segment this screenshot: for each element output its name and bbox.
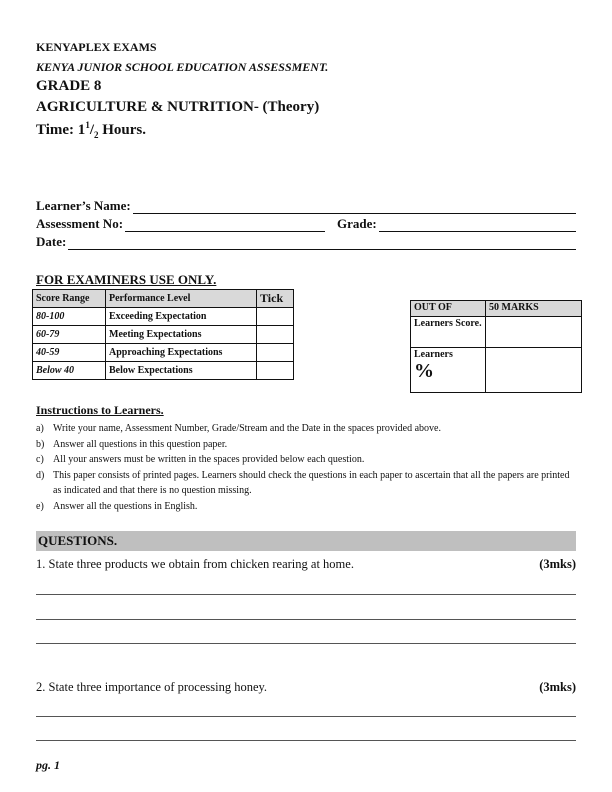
col-performance-level: Performance Level	[106, 290, 257, 308]
learner-name-field[interactable]	[36, 198, 576, 214]
assessment-title: KENYA JUNIOR SCHOOL EDUCATION ASSESSMENT.	[36, 60, 329, 74]
learner-score-label: Learners Score.	[411, 317, 486, 348]
list-letter: c)	[36, 454, 44, 466]
performance-header-row	[33, 290, 294, 308]
tick-cell[interactable]	[257, 326, 294, 344]
grade-line[interactable]	[379, 220, 576, 232]
time-prefix: Time: 1	[36, 122, 86, 138]
time-allowed	[36, 120, 146, 140]
marks-header-row	[411, 301, 582, 317]
page-number: pg. 1	[36, 758, 60, 772]
list-letter: a)	[36, 423, 44, 434]
time-slash: /	[89, 122, 94, 138]
date-label: Date:	[36, 234, 67, 249]
list-item	[36, 499, 576, 515]
assessment-no-line[interactable]	[125, 220, 325, 232]
date-line[interactable]	[68, 238, 576, 250]
question-2	[36, 680, 576, 695]
answer-line[interactable]	[36, 740, 576, 741]
question-text: 2. State three importance of processing honey.	[36, 680, 268, 694]
learner-score-row	[411, 317, 582, 348]
learner-name-label: Learner’s Name:	[36, 198, 131, 213]
performance-level-cell: Meeting Expectations	[106, 326, 257, 344]
list-item	[36, 452, 576, 468]
out-of-label: OUT OF	[411, 301, 486, 317]
list-item	[36, 468, 576, 499]
assessment-no-label: Assessment No:	[36, 216, 124, 231]
instructions-title: Instructions to Learners.	[36, 403, 164, 417]
question-marks: (3mks)	[539, 557, 576, 571]
list-item	[36, 421, 576, 437]
list-text: All your answers must be written in the spaces provided below each question.	[53, 454, 365, 466]
col-tick: Tick	[257, 290, 294, 308]
marks-box	[410, 300, 582, 393]
score-range-cell: 60-79	[33, 326, 106, 344]
exam-body: KENYAPLEX EXAMS	[36, 40, 157, 54]
list-text: Answer all questions in this question paper.	[53, 438, 228, 450]
tick-cell[interactable]	[257, 362, 294, 380]
list-text: Write your name, Assessment Number, Grade/Stream and the Date in the spaces provided above.	[53, 423, 441, 434]
score-range-cell: 40-59	[33, 344, 106, 362]
answer-line[interactable]	[36, 619, 576, 620]
answer-line[interactable]	[36, 643, 576, 644]
time-sup: 1	[85, 120, 90, 130]
grade-label: Grade:	[337, 216, 377, 231]
performance-level-cell: Below Expectations	[106, 362, 257, 380]
list-text: This paper consists of printed pages. Learners should check the questions in each paper to ascertain that all the papers are printed as indicated and that there is no question missing.	[53, 469, 570, 497]
instructions-list	[36, 421, 576, 515]
col-score-range: Score Range	[33, 290, 106, 308]
question-marks: (3mks)	[539, 680, 576, 694]
table-row	[33, 308, 294, 326]
grade-title: GRADE 8	[36, 78, 102, 94]
performance-level-cell: Exceeding Expectation	[106, 308, 257, 326]
answer-line[interactable]	[36, 594, 576, 595]
answer-line[interactable]	[36, 716, 576, 717]
table-row	[33, 326, 294, 344]
subject-title: AGRICULTURE & NUTRITION- (Theory)	[36, 99, 320, 115]
list-letter: e)	[36, 500, 44, 512]
learner-score-cell[interactable]	[486, 317, 582, 348]
learner-percent-label-cell	[411, 348, 486, 393]
list-item	[36, 437, 576, 453]
time-suffix: Hours.	[98, 122, 146, 138]
score-range-cell: Below 40	[33, 362, 106, 380]
performance-table	[32, 289, 294, 380]
list-letter: b)	[36, 438, 45, 450]
question-text: 1. State three products we obtain from chicken rearing at home.	[36, 557, 354, 571]
date-field[interactable]	[36, 234, 576, 250]
learner-percent-cell[interactable]	[486, 348, 582, 393]
assessment-grade-row	[36, 216, 576, 232]
learner-name-line[interactable]	[133, 202, 576, 214]
table-row	[33, 344, 294, 362]
list-text: Answer all the questions in English.	[53, 500, 198, 512]
examiners-title: FOR EXAMINERS USE ONLY.	[36, 272, 217, 287]
list-letter: d)	[36, 469, 45, 481]
tick-cell[interactable]	[257, 344, 294, 362]
question-1	[36, 557, 576, 572]
time-sub: 2	[93, 130, 99, 140]
learner-percent-label: Learners	[414, 349, 453, 360]
table-row	[33, 362, 294, 380]
score-range-cell: 80-100	[33, 308, 106, 326]
questions-header: QUESTIONS.	[36, 531, 576, 551]
performance-level-cell: Approaching Expectations	[106, 344, 257, 362]
tick-cell[interactable]	[257, 308, 294, 326]
percent-symbol: %	[414, 360, 434, 382]
total-marks: 50 MARKS	[486, 301, 582, 317]
learner-percent-row	[411, 348, 582, 393]
